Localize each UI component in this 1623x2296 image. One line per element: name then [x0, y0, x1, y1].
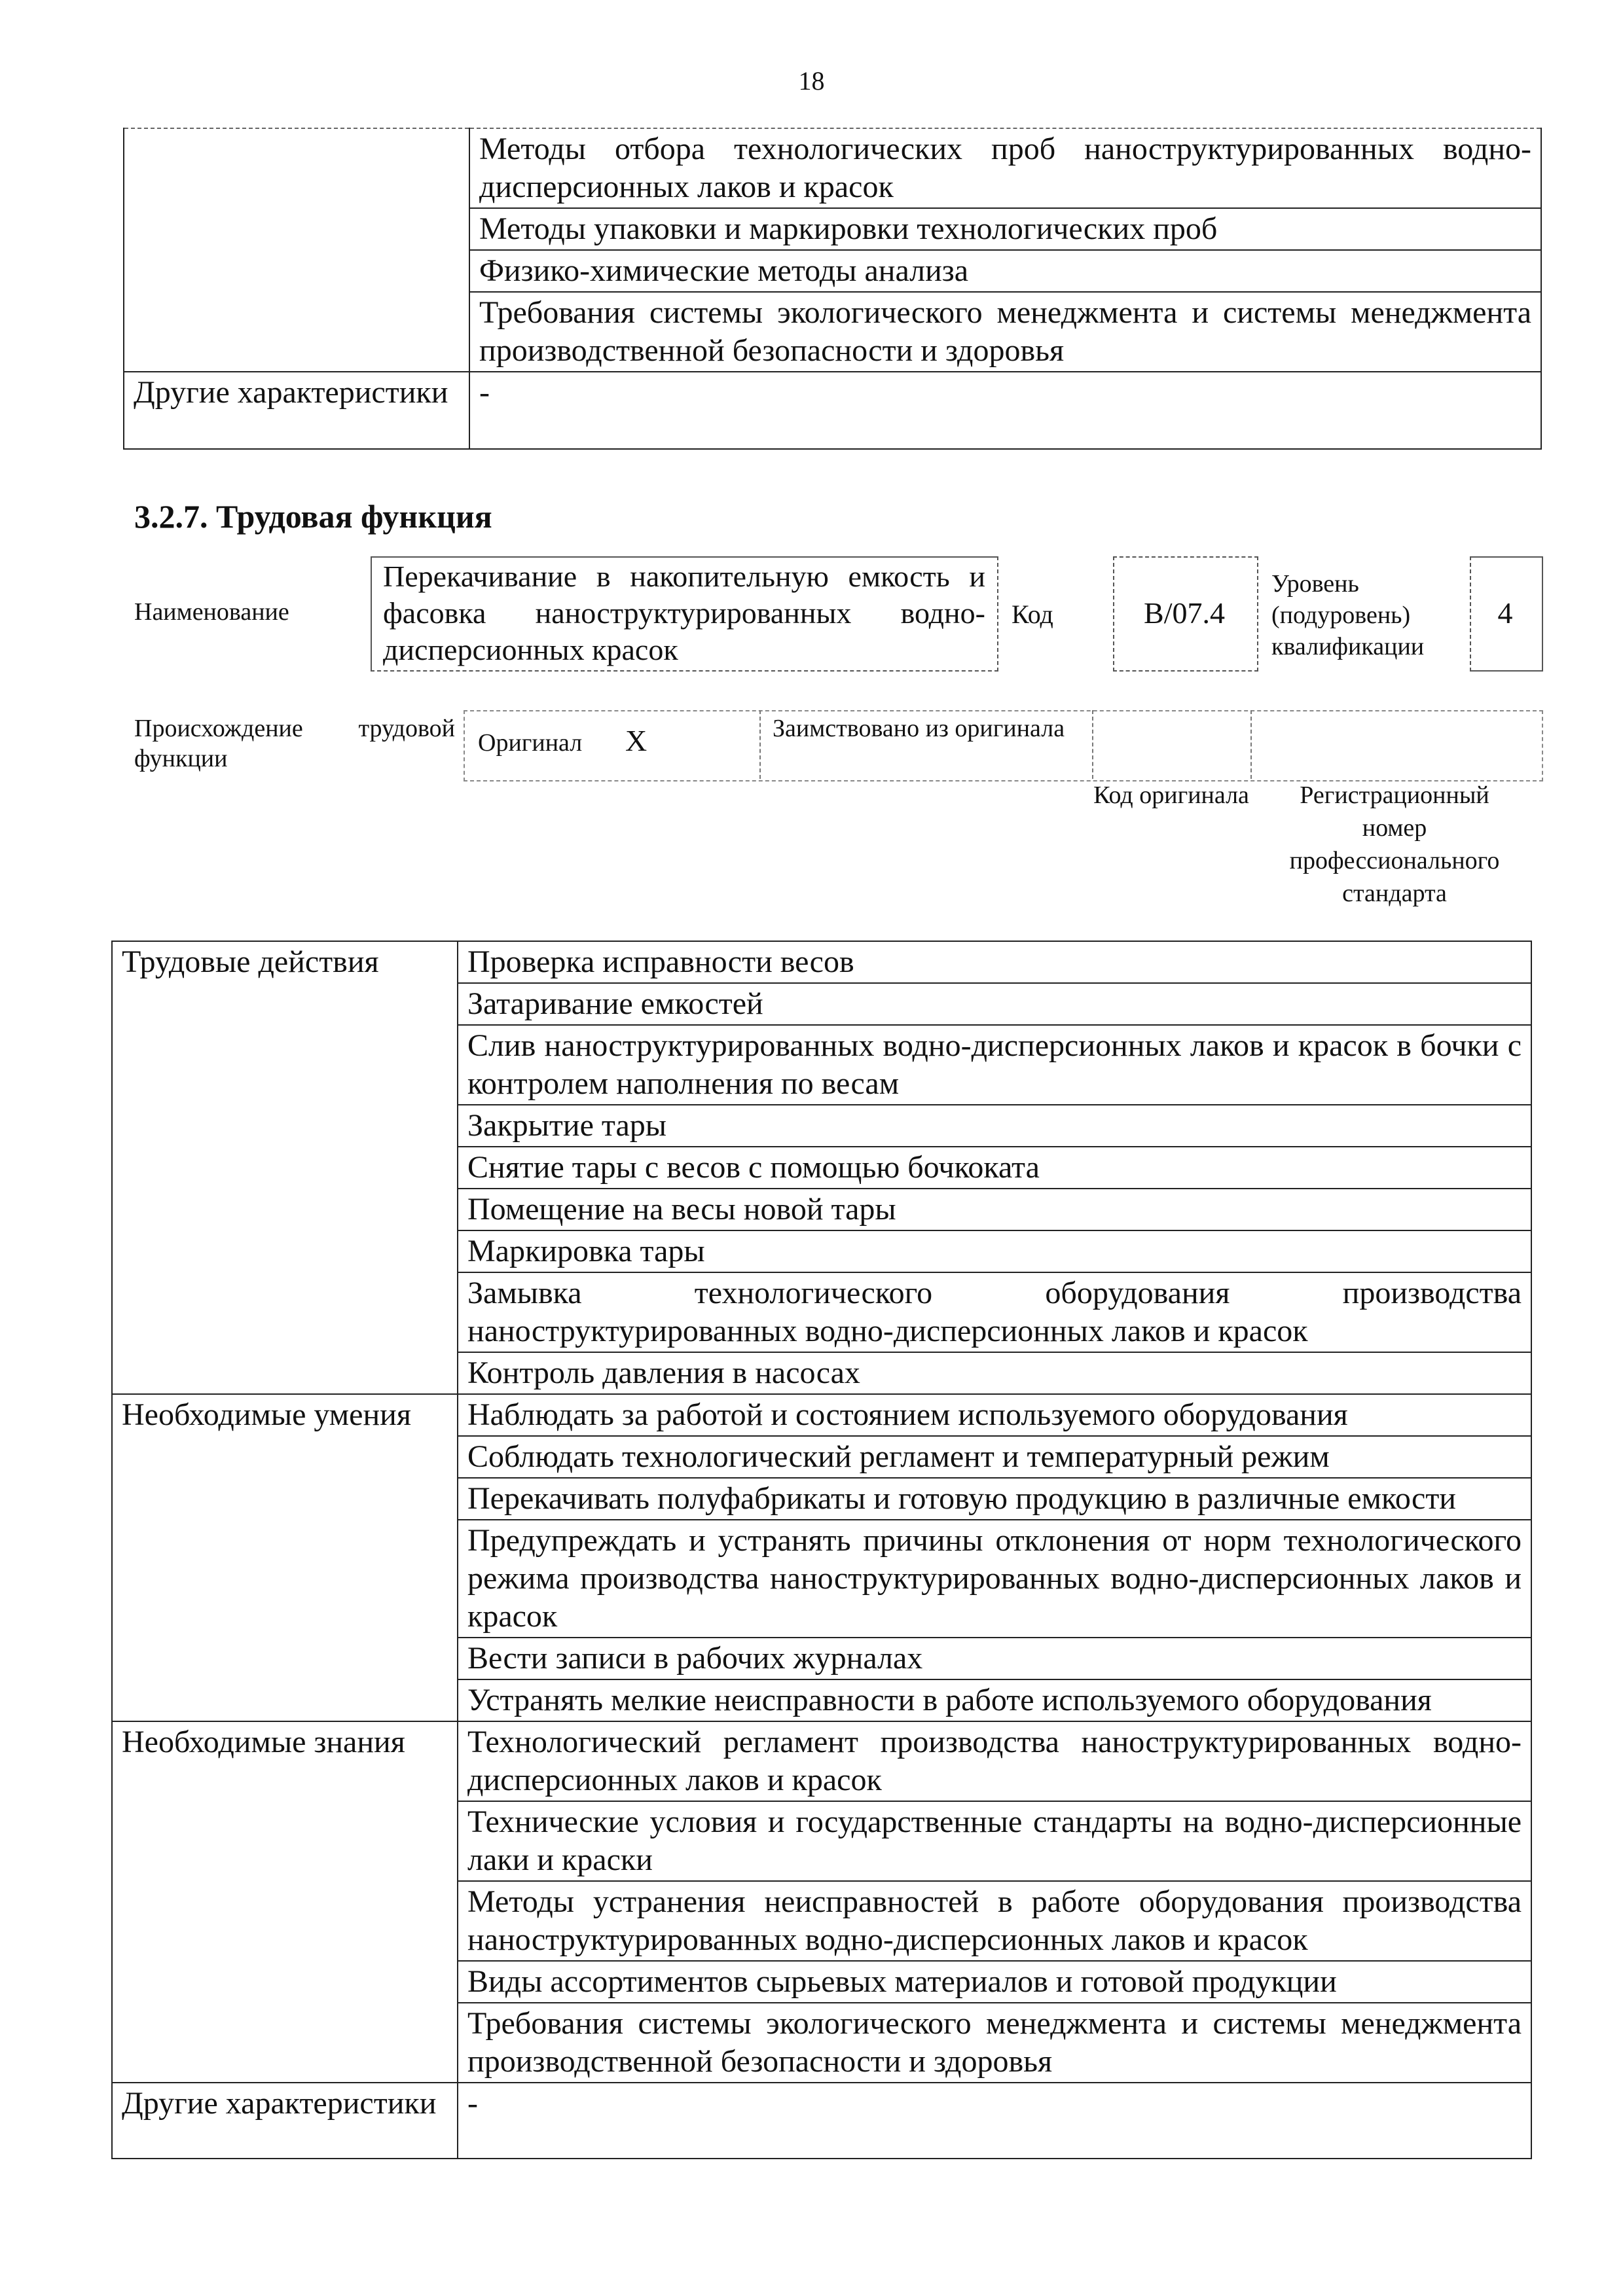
list-item: Методы отбора технологических проб наноструктурированных водно-дисперсионных лаков и красок — [469, 128, 1541, 208]
borrowed-label: Заимствовано из оригинала — [773, 715, 1065, 742]
list-item: Помещение на весы новой тары — [458, 1189, 1531, 1230]
list-item: Вести записи в рабочих журналах — [458, 1638, 1531, 1679]
original-mark: Х — [625, 724, 647, 757]
section-heading: 3.2.7. Трудовая функция — [134, 498, 492, 535]
list-item: Устранять мелкие неисправности в работе используемого оборудования — [458, 1679, 1531, 1721]
divider — [1092, 710, 1093, 779]
name-value: Перекачивание в накопительную емкость и фасовка наноструктурированных водно-дисперсионных красок — [383, 560, 985, 666]
level-label: Уровень (подуровень) квалификации — [1271, 570, 1425, 660]
code-original-caption: Код оригинала — [1093, 781, 1249, 809]
page-number: 18 — [798, 66, 825, 96]
list-item: Физико-химические методы анализа — [469, 250, 1541, 292]
divider — [1250, 710, 1252, 779]
top-requirements-table — [123, 128, 1542, 450]
origin-label: Происхождение трудовой функции — [134, 715, 455, 772]
reg-number-caption: Регистрационный номер профессионального стандарта — [1289, 781, 1500, 907]
code-label: Код — [1012, 600, 1053, 629]
list-item: Технические условия и государственные стандарты на водно-дисперсионные лаки и краски — [458, 1801, 1531, 1881]
original-label: Оригинал — [478, 729, 583, 757]
list-item: Виды ассортиментов сырьевых материалов и готовой продукции — [458, 1961, 1531, 2003]
list-item: Предупреждать и устранять причины отклонения от норм технологического режима производства наноструктурированных водно-дисперсионных лаков и красок — [458, 1520, 1531, 1638]
list-item: Методы устранения неисправностей в работе оборудования производства наноструктурированных водно-дисперсионных лаков и красок — [458, 1881, 1531, 1961]
list-item: Слив наноструктурированных водно-дисперсионных лаков и красок в бочки с контролем наполнения по весам — [458, 1025, 1531, 1105]
list-item: Технологический регламент производства наноструктурированных водно-дисперсионных лаков и красок — [458, 1721, 1531, 1801]
level-value: 4 — [1497, 596, 1513, 630]
divider — [759, 710, 761, 779]
list-item: Наблюдать за работой и состоянием используемого оборудования — [458, 1394, 1531, 1436]
row-label-skills: Необходимые умения — [112, 1394, 458, 1721]
list-item: Соблюдать технологический регламент и температурный режим — [458, 1436, 1531, 1478]
list-item: Контроль давления в насосах — [458, 1352, 1531, 1394]
list-item: Замывка технологического оборудования производства наноструктурированных водно-дисперсионных лаков и красок — [458, 1272, 1531, 1352]
name-label: Наименование — [134, 598, 289, 626]
row-label-other: Другие характеристики — [112, 2083, 458, 2159]
list-item: Маркировка тары — [458, 1230, 1531, 1272]
row-label-other: Другие характеристики — [124, 372, 469, 449]
main-requirements-table — [111, 941, 1532, 2159]
list-item: Снятие тары с весов с помощью бочкоката — [458, 1147, 1531, 1189]
list-item: - — [469, 372, 1541, 449]
list-item: Требования системы экологического менеджмента и системы менеджмента производственной безопасности и здоровья — [469, 292, 1541, 372]
list-item: Проверка исправности весов — [458, 941, 1531, 983]
list-item: - — [458, 2083, 1531, 2159]
code-value: В/07.4 — [1144, 596, 1225, 630]
list-item: Перекачивать полуфабрикаты и готовую продукцию в различные емкости — [458, 1478, 1531, 1520]
list-item: Затаривание емкостей — [458, 983, 1531, 1025]
row-label-labor-actions: Трудовые действия — [112, 941, 458, 1394]
list-item: Методы упаковки и маркировки технологических проб — [469, 208, 1541, 250]
list-item: Закрытие тары — [458, 1105, 1531, 1147]
table-cell-label-empty — [124, 128, 469, 372]
row-label-knowledge: Необходимые знания — [112, 1721, 458, 2083]
list-item: Требования системы экологического менеджмента и системы менеджмента производственной безопасности и здоровья — [458, 2003, 1531, 2083]
